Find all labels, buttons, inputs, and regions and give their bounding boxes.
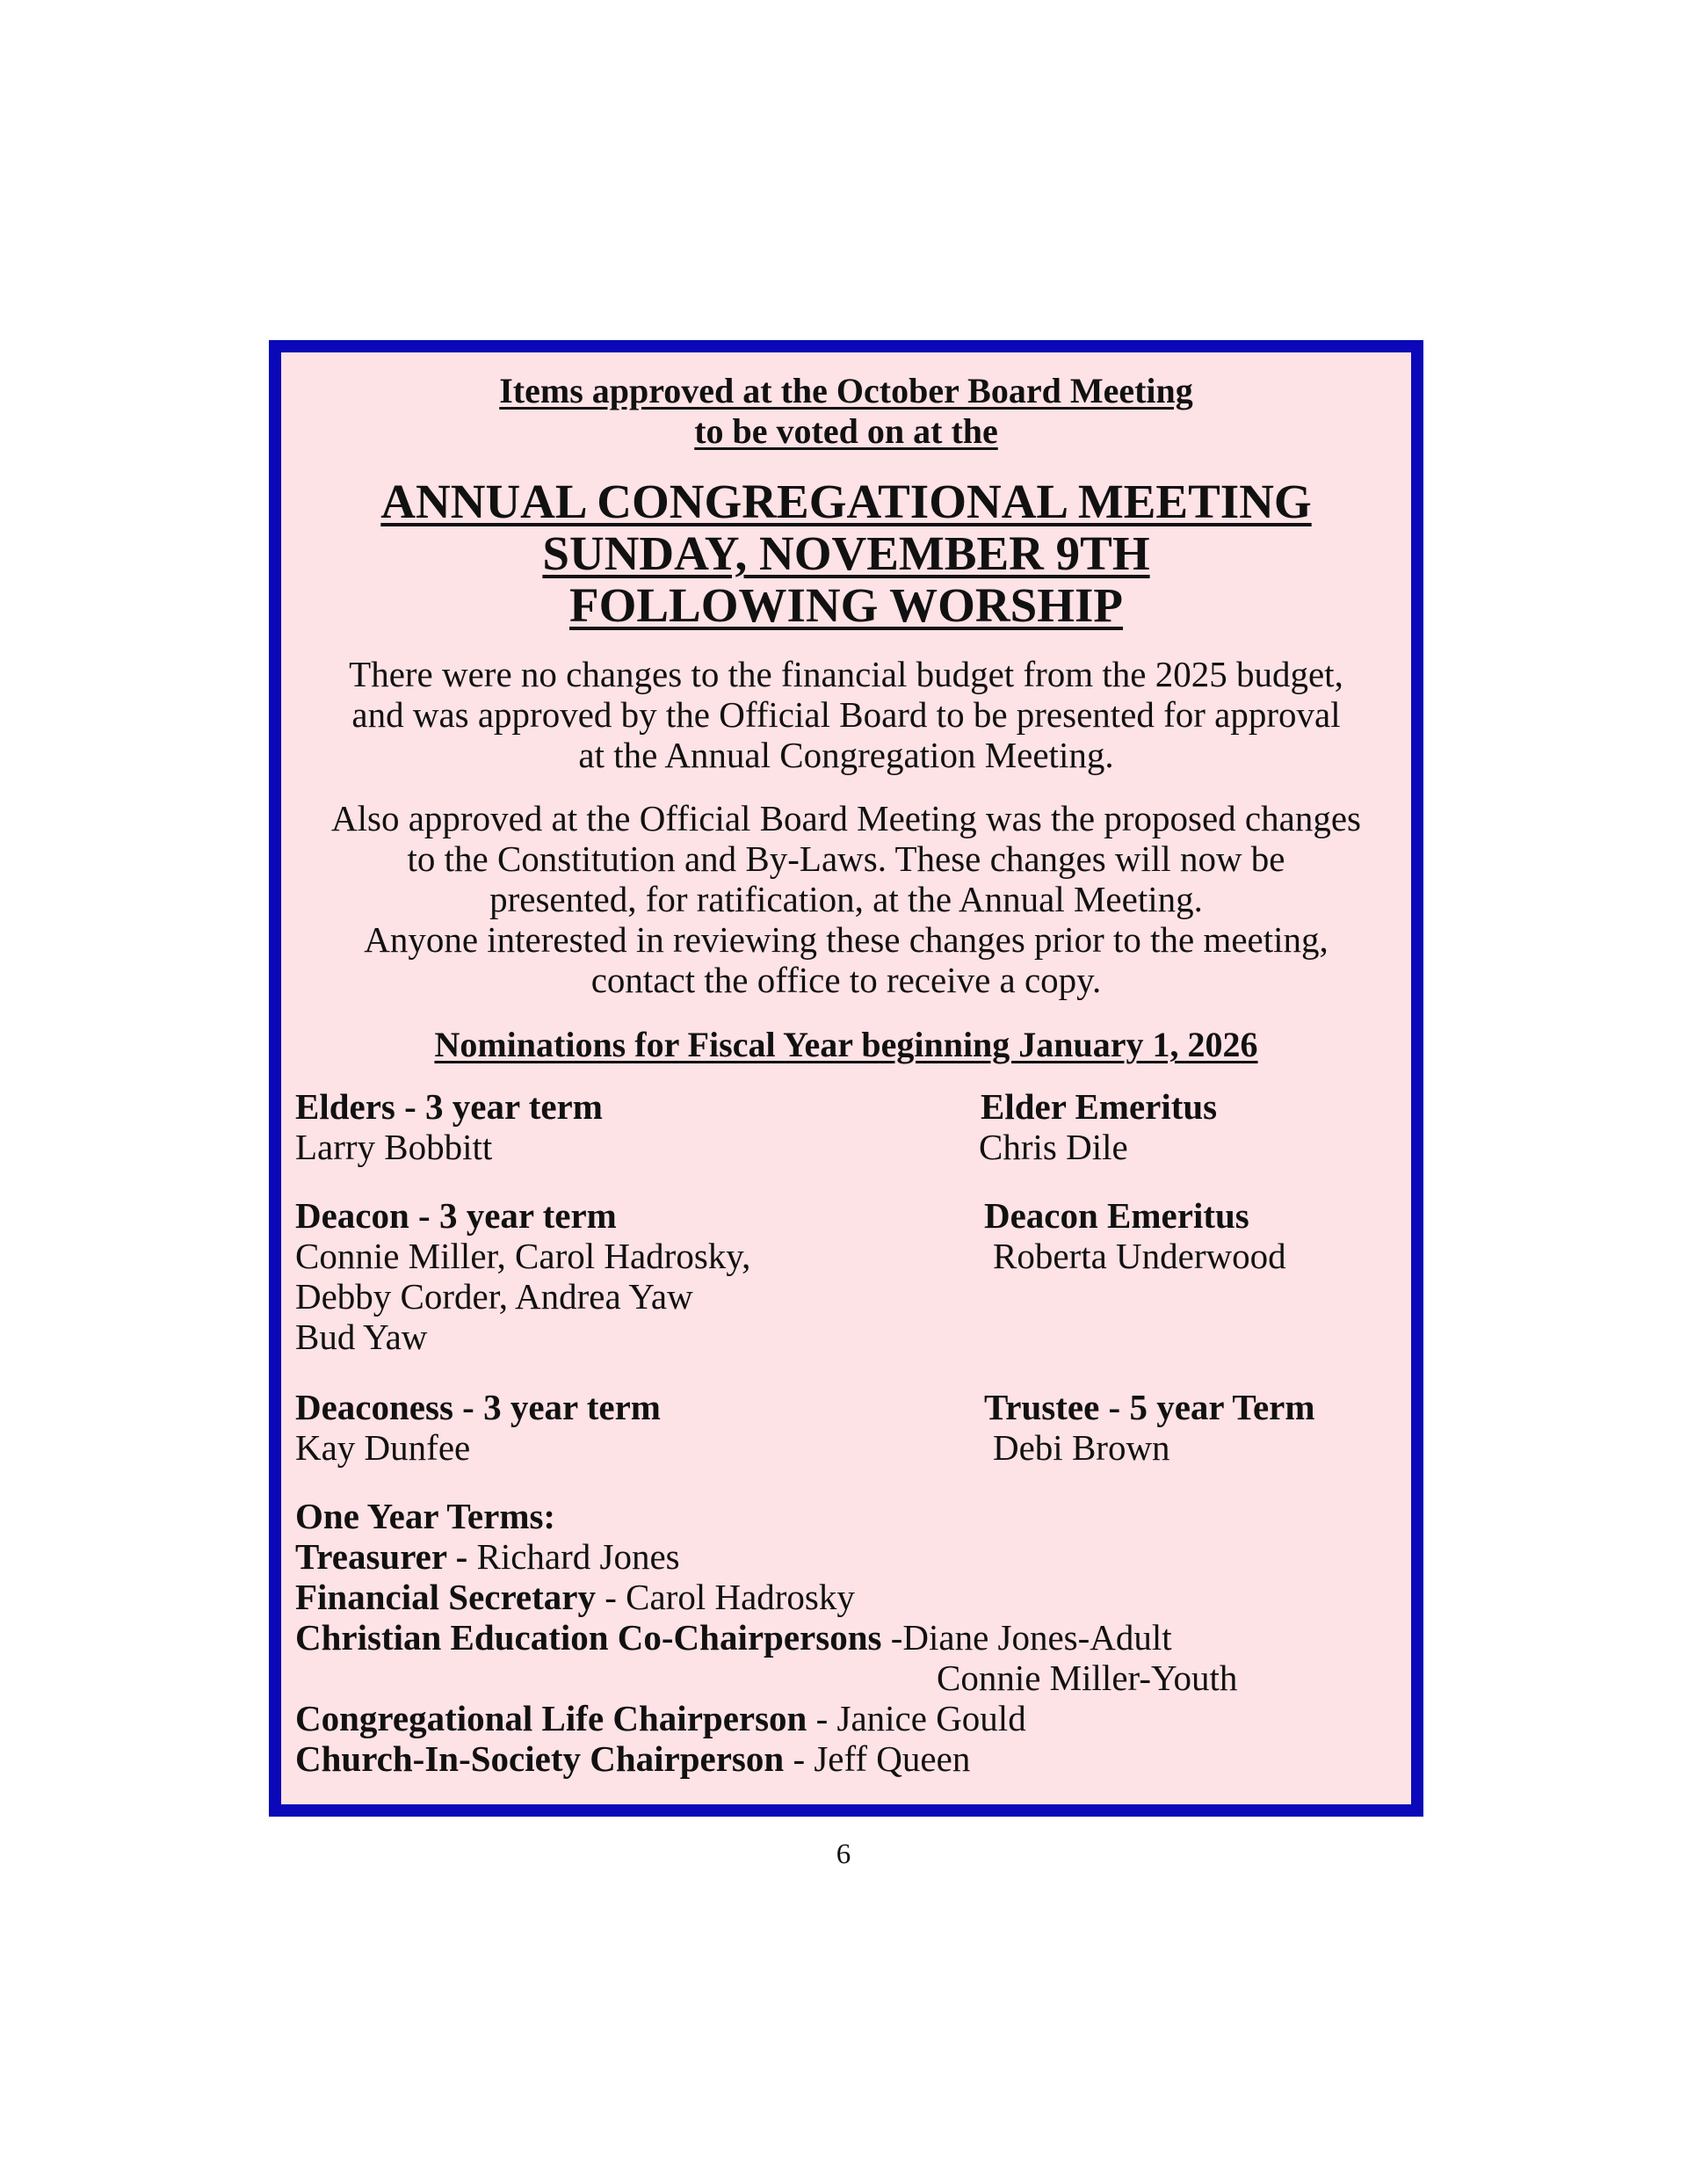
constitution-text-line-5: contact the office to receive a copy.	[590, 960, 1102, 1000]
elders-name: Larry Bobbitt	[295, 1127, 493, 1167]
constitution-text-line-2: to the Constitution and By-Laws. These changes will now be	[407, 838, 1285, 879]
meeting-title-line-2: SUNDAY, NOVEMBER 9TH	[542, 526, 1150, 580]
trustee-name: Debi Brown	[993, 1427, 1170, 1468]
budget-text-line-1: There were no changes to the financial budget from the 2025 budget,	[349, 654, 1343, 694]
deacon-emeritus-name: Roberta Underwood	[993, 1236, 1286, 1276]
deacon-name-line-2: Debby Corder, Andrea Yaw	[295, 1276, 693, 1317]
christian-education-label: Christian Education Co-Chairpersons	[295, 1617, 882, 1658]
deacon-name-line-1: Connie Miller, Carol Hadrosky,	[295, 1236, 751, 1276]
trustee-label: Trustee - 5 year Term	[984, 1387, 1315, 1427]
financial-secretary-row	[295, 1579, 855, 1615]
church-in-society-row	[295, 1738, 971, 1779]
church-in-society-name: - Jeff Queen	[784, 1738, 971, 1779]
elder-emeritus-label: Elder Emeritus	[981, 1086, 1218, 1127]
deaconess-label: Deaconess - 3 year term	[295, 1387, 661, 1427]
deaconess-name: Kay Dunfee	[295, 1427, 471, 1468]
announcement-box	[269, 340, 1423, 1817]
constitution-text-line-3: presented, for ratification, at the Annual Meeting.	[489, 879, 1203, 919]
elder-emeritus-name: Chris Dile	[979, 1127, 1128, 1167]
deacon-label: Deacon - 3 year term	[295, 1195, 617, 1236]
financial-secretary-label: Financial Secretary	[295, 1577, 596, 1617]
deacon-emeritus-label: Deacon Emeritus	[984, 1195, 1249, 1236]
congregational-life-row	[295, 1698, 1026, 1738]
congregational-life-name: - Janice Gould	[807, 1698, 1026, 1738]
constitution-text-line-1: Also approved at the Official Board Meeting was the proposed changes	[331, 798, 1361, 838]
church-in-society-label: Church-In-Society Chairperson	[295, 1738, 785, 1779]
page-number: 6	[836, 1839, 851, 1870]
christian-education-name-2: Connie Miller-Youth	[937, 1658, 1238, 1698]
christian-education-name: -Diane Jones-Adult	[881, 1617, 1172, 1658]
treasurer-name: Richard Jones	[467, 1536, 680, 1577]
deacon-name-line-3: Bud Yaw	[295, 1317, 428, 1357]
meeting-title-line-3: FOLLOWING WORSHIP	[568, 578, 1124, 632]
header-line-2: to be voted on at the	[694, 411, 998, 451]
congregational-life-label: Congregational Life Chairperson	[295, 1698, 807, 1738]
treasurer-row	[295, 1536, 680, 1577]
nominations-heading: Nominations for Fiscal Year beginning January 1, 2026	[434, 1025, 1258, 1064]
constitution-text-line-4: Anyone interested in reviewing these changes prior to the meeting,	[364, 919, 1329, 960]
treasurer-label: Treasurer -	[295, 1536, 468, 1577]
meeting-title-line-1: ANNUAL CONGREGATIONAL MEETING	[380, 475, 1312, 528]
one-year-terms-heading: One Year Terms:	[295, 1496, 556, 1536]
header-line-1: Items approved at the October Board Meeting	[499, 371, 1193, 410]
budget-text-line-2: and was approved by the Official Board to be presented for approval	[351, 694, 1341, 735]
christian-education-row	[295, 1617, 1172, 1658]
financial-secretary-name: - Carol Hadrosky	[595, 1577, 855, 1617]
budget-text-line-3: at the Annual Congregation Meeting.	[578, 735, 1114, 775]
elders-label: Elders - 3 year term	[295, 1086, 603, 1127]
